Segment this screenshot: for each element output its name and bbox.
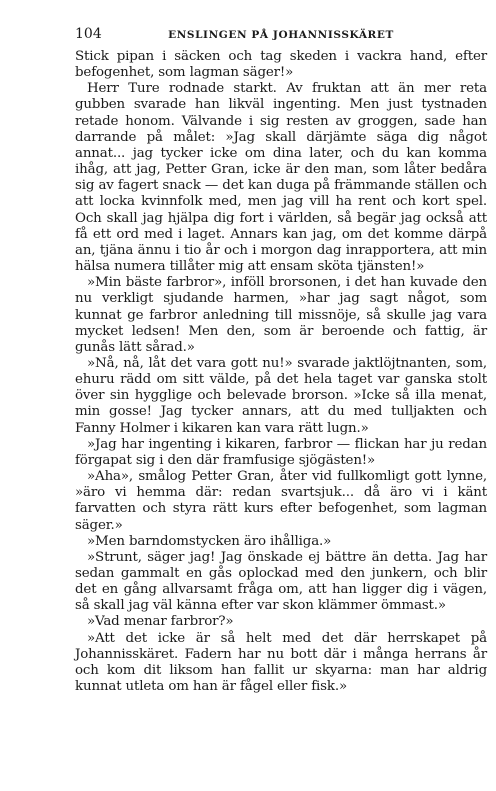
paragraph: »Min bäste farbror», inföll brorsonen, i det han kuvade den nu verkligt sjudande harmen, »har jag sagt något, som kunnat ge farbror anledning till missnöje, så skulle jag vara mycket ledsen! Men den, som är beroende och fattig, är gunås lätt sårad.» [75,275,487,355]
paragraph: Stick pipan i säcken och tag skeden i vackra hand, efter befogenhet, som lagman säger!» [75,49,487,81]
paragraph: »Strunt, säger jag! Jag önskade ej bättre än detta. Jag har sedan gammalt en gås oplockad med den junkern, och blir det en gång allvarsamt fråga om, att han ligger dig i vägen, så skall jag väl känna efter var skon klämmer ömmast.» [75,549,487,614]
page-header [75,26,487,46]
page-number: 104 [75,26,102,42]
paragraph: »Vad menar farbror?» [87,614,234,630]
paragraph: »Nå, nå, låt det vara gott nu!» svarade jaktlöjtnanten, som, ehuru rädd om sitt välde, på det hela taget var ganska stolt över sin hygglige och belevade brorson. »Icke så illa menat, min gosse! Jag tycker annars, att du med tulljakten och Fanny Holmer i kikaren kan vara rätt lugn.» [75,355,487,436]
paragraph: Herr Ture rodnade starkt. Av fruktan att än mer reta gubben svarade han likväl ingenting. Men just tystnaden retade honom. Välvande i sig resten av groggen, sade han darrande på målet: »Jag skall därjämte säga dig något annat... jag tycker icke om dina later, och du kan komma ihåg, att jag, Petter Gran, icke är den man, som låter bedåra sig av fagert snack — det kan duga på främmande ställen och att locka kvinnfolk med, men jag vill ha rent och kort spel. Och skall jag hjälpa dig fort i världen, så begär jag också att få ett ord med i laget. Annars kan jag, om det komme därpå an, tjäna ännu i tio år och i morgon dag inrapportera, att min hälsa numera tillåter mig att ensam sköta tjänsten!» [75,81,487,275]
running-title: ENSLINGEN PÅ JOHANNISSKÄRET [168,29,394,41]
paragraph: »Aha», smålog Petter Gran, åter vid fullkomligt gott lynne, »äro vi hemma där: redan svartsjuk... då äro vi i känt farvatten och styra rätt kurs efter befogenhet, som lagman säger.» [75,469,487,533]
body-text [75,49,487,695]
book-page [75,26,487,695]
paragraph: »Jag har ingenting i kikaren, farbror — flickan har ju redan förgapat sig i den där framfusige sjögästen!» [75,436,487,468]
paragraph: »Men barndomstycken äro ihålliga.» [87,533,332,549]
paragraph: »Att det icke är så helt med det där herrskapet på Johannisskäret. Fadern har nu bott där i många herrans år och kom dit liksom han fallit ur skyarna: man har aldrig kunnat utleta om han är fågel eller fisk.» [75,630,487,695]
